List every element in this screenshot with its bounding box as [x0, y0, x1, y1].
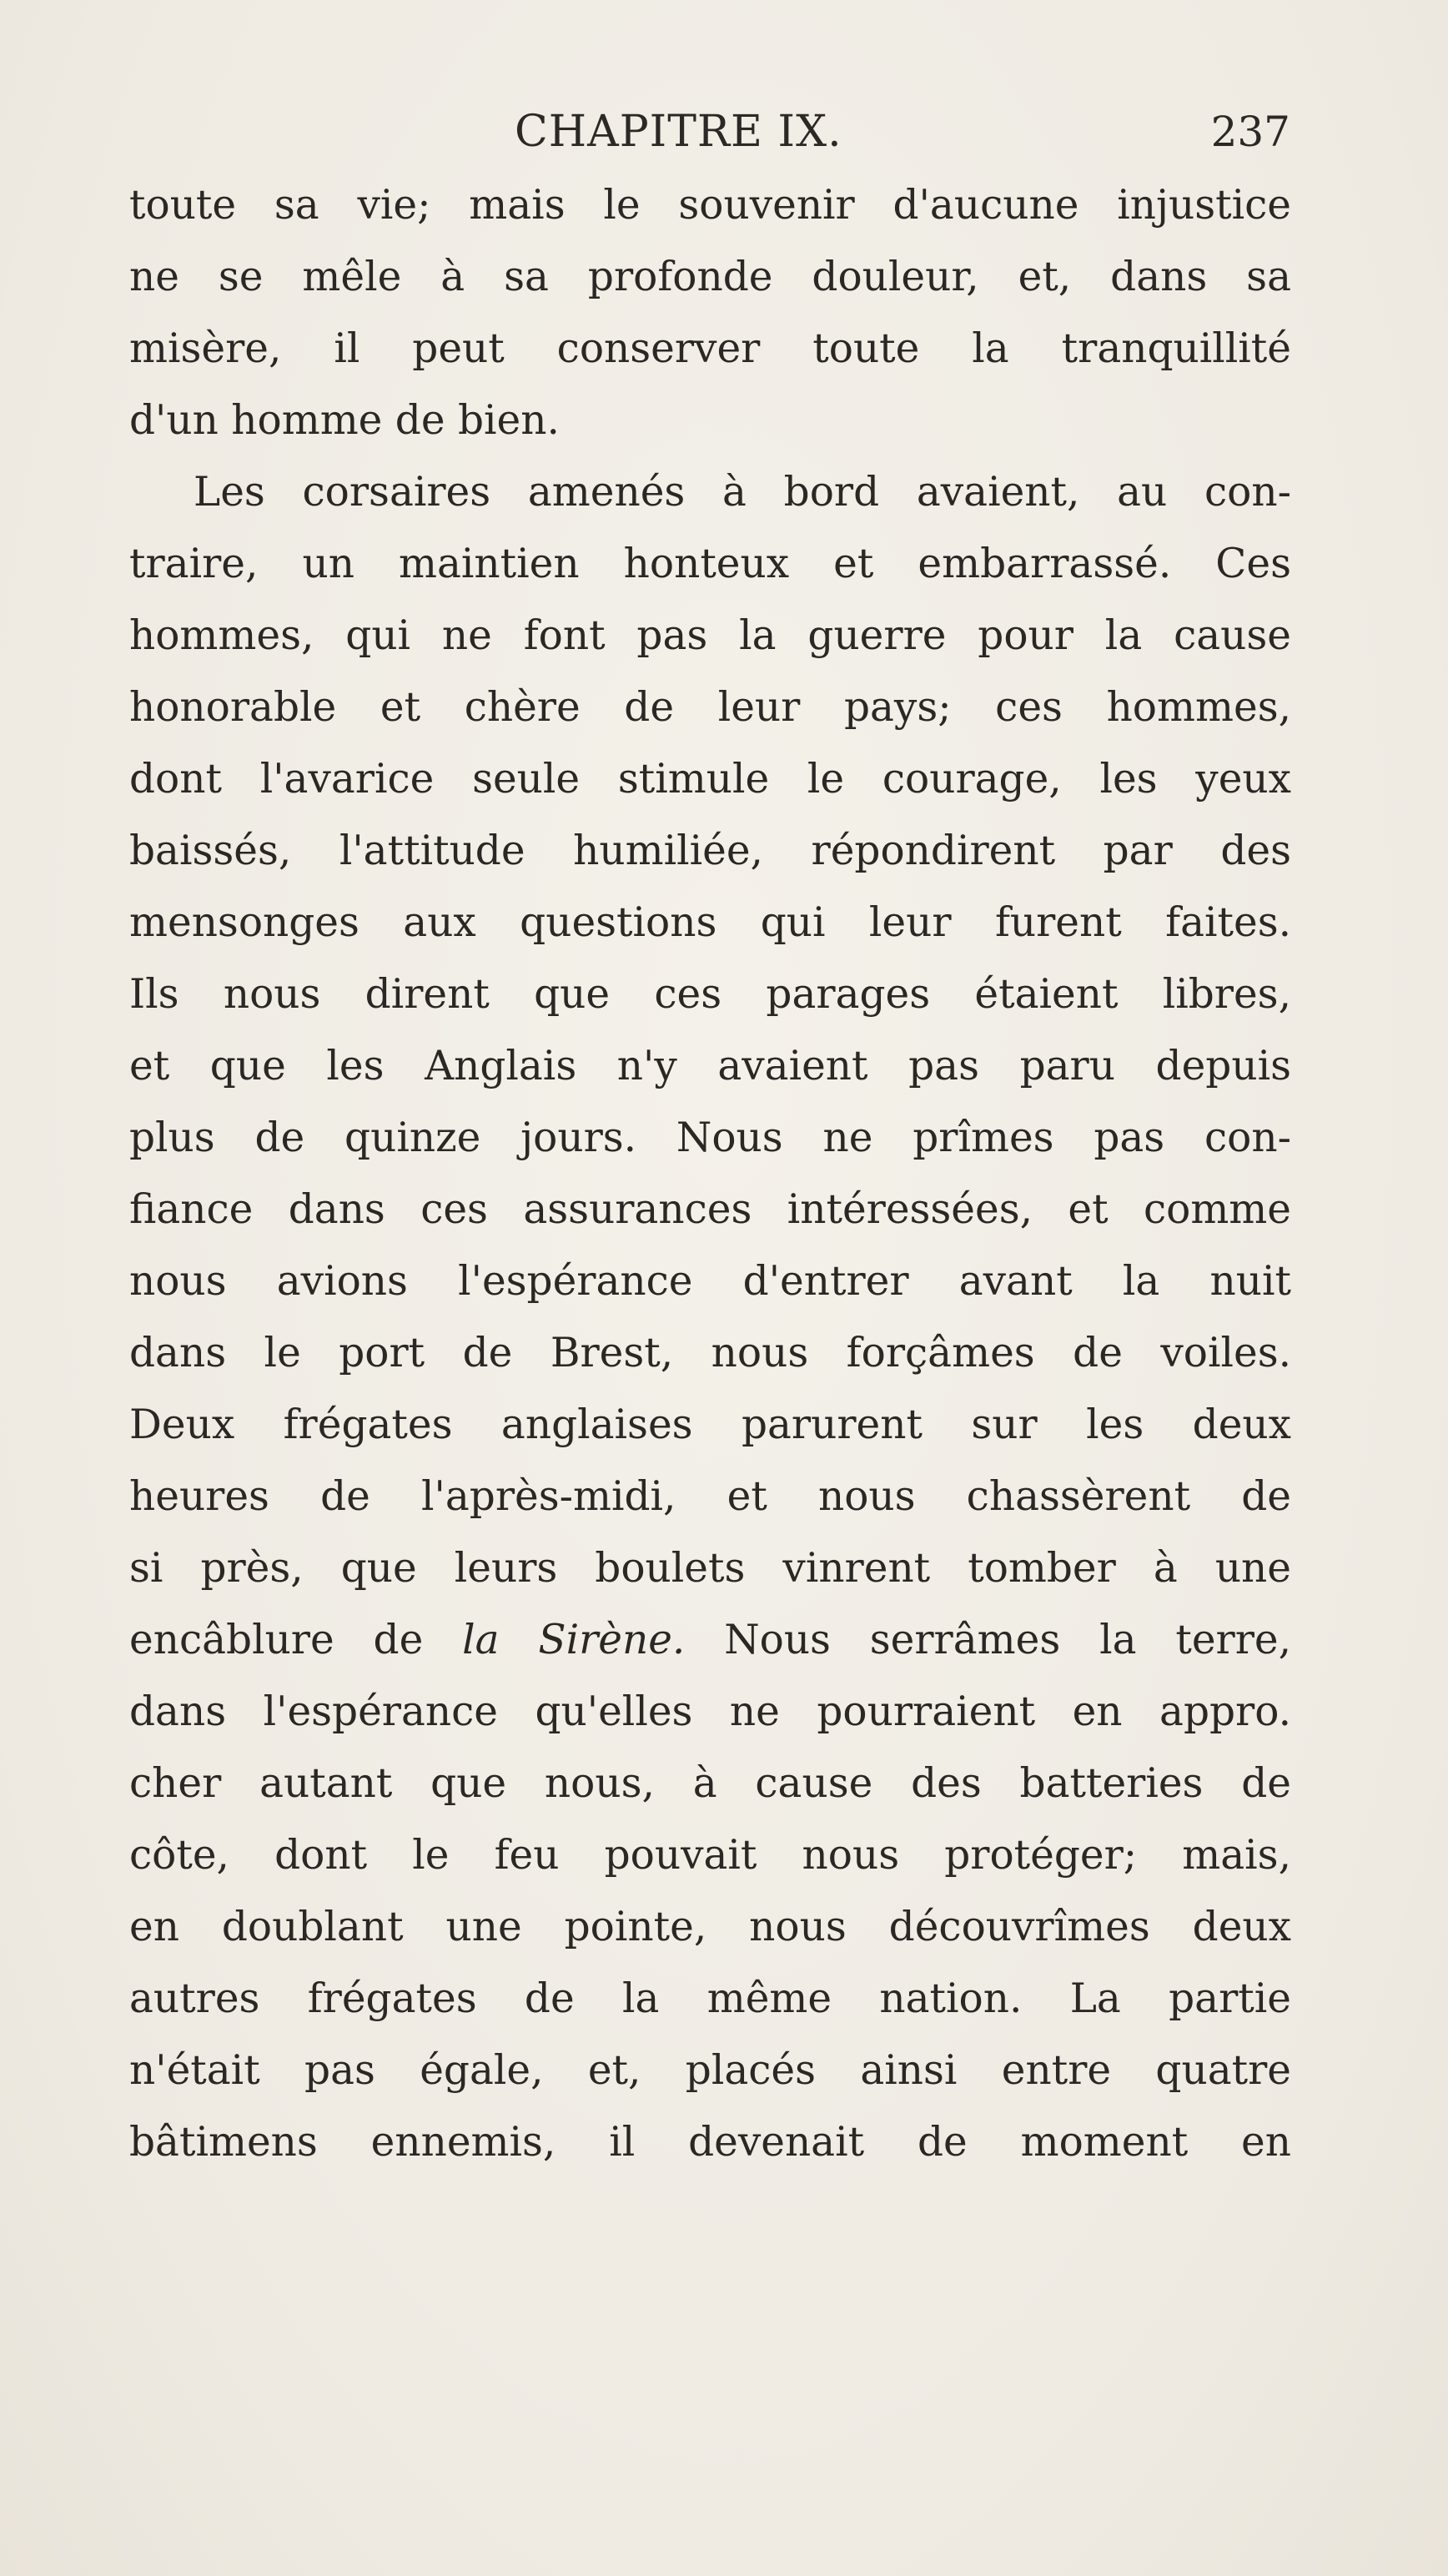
text-line: Deux frégates anglaises parurent sur les deux — [129, 1401, 1291, 1448]
text-segment: encâblure de — [129, 1617, 463, 1663]
text-line: si près, que leurs boulets vinrent tomber à une — [129, 1545, 1291, 1592]
text-line: nous avions l'espérance d'entrer avant la nuit — [129, 1258, 1291, 1305]
text-line: côte, dont le feu pouvait nous protéger; mais, — [129, 1832, 1291, 1879]
page-number: 237 — [1210, 108, 1290, 156]
text-line: toute sa vie; mais le souvenir d'aucune injustice — [129, 182, 1291, 229]
page-header — [129, 98, 1297, 165]
text-line: Ils nous dirent que ces parages étaient libres, — [129, 971, 1291, 1018]
text-line: Les corsaires amenés à bord avaient, au con- — [194, 469, 1291, 516]
text-line: dans le port de Brest, nous forçâmes de voiles. — [129, 1330, 1291, 1376]
text-line: n'était pas égale, et, placés ainsi entre quatre — [129, 2047, 1291, 2094]
text-line: mensonges aux questions qui leur furent faites. — [129, 899, 1291, 946]
text-line: d'un homme de bien. — [129, 397, 560, 444]
text-line: et que les Anglais n'y avaient pas paru depuis — [129, 1043, 1291, 1089]
text-line: autres frégates de la même nation. La partie — [129, 1975, 1291, 2022]
running-head: CHAPITRE IX. — [515, 107, 842, 157]
text-line: dont l'avarice seule stimule le courage, les yeux — [129, 756, 1291, 802]
text-line: en doublant une pointe, nous découvrîmes deux — [129, 1904, 1291, 1950]
text-line: baissés, l'attitude humiliée, répondirent par des — [129, 828, 1291, 874]
text-line: bâtimens ennemis, il devenait de moment en — [129, 2119, 1291, 2166]
text-line: heures de l'après-midi, et nous chassèrent de — [129, 1473, 1291, 1520]
text-line: honorable et chère de leur pays; ces hommes, — [129, 684, 1291, 731]
ship-name: la Sirène. — [462, 1617, 686, 1663]
text-line: dans l'espérance qu'elles ne pourraient en appro. — [129, 1688, 1291, 1735]
body-text — [129, 169, 1291, 2178]
text-line: traire, un maintien honteux et embarrassé. Ces — [129, 541, 1291, 587]
text-line: fiance dans ces assurances intéressées, et comme — [129, 1186, 1291, 1233]
text-line: cher autant que nous, à cause des batteries de — [129, 1760, 1291, 1807]
text-line: hommes, qui ne font pas la guerre pour la cause — [129, 612, 1291, 659]
text-line — [129, 1604, 1291, 1676]
text-line: misère, il peut conserver toute la tranquillité — [129, 325, 1291, 372]
text-segment: Nous serrâmes la terre, — [685, 1617, 1292, 1663]
text-line: plus de quinze jours. Nous ne prîmes pas con- — [129, 1114, 1291, 1161]
text-line: ne se mêle à sa profonde douleur, et, dans sa — [129, 254, 1291, 300]
